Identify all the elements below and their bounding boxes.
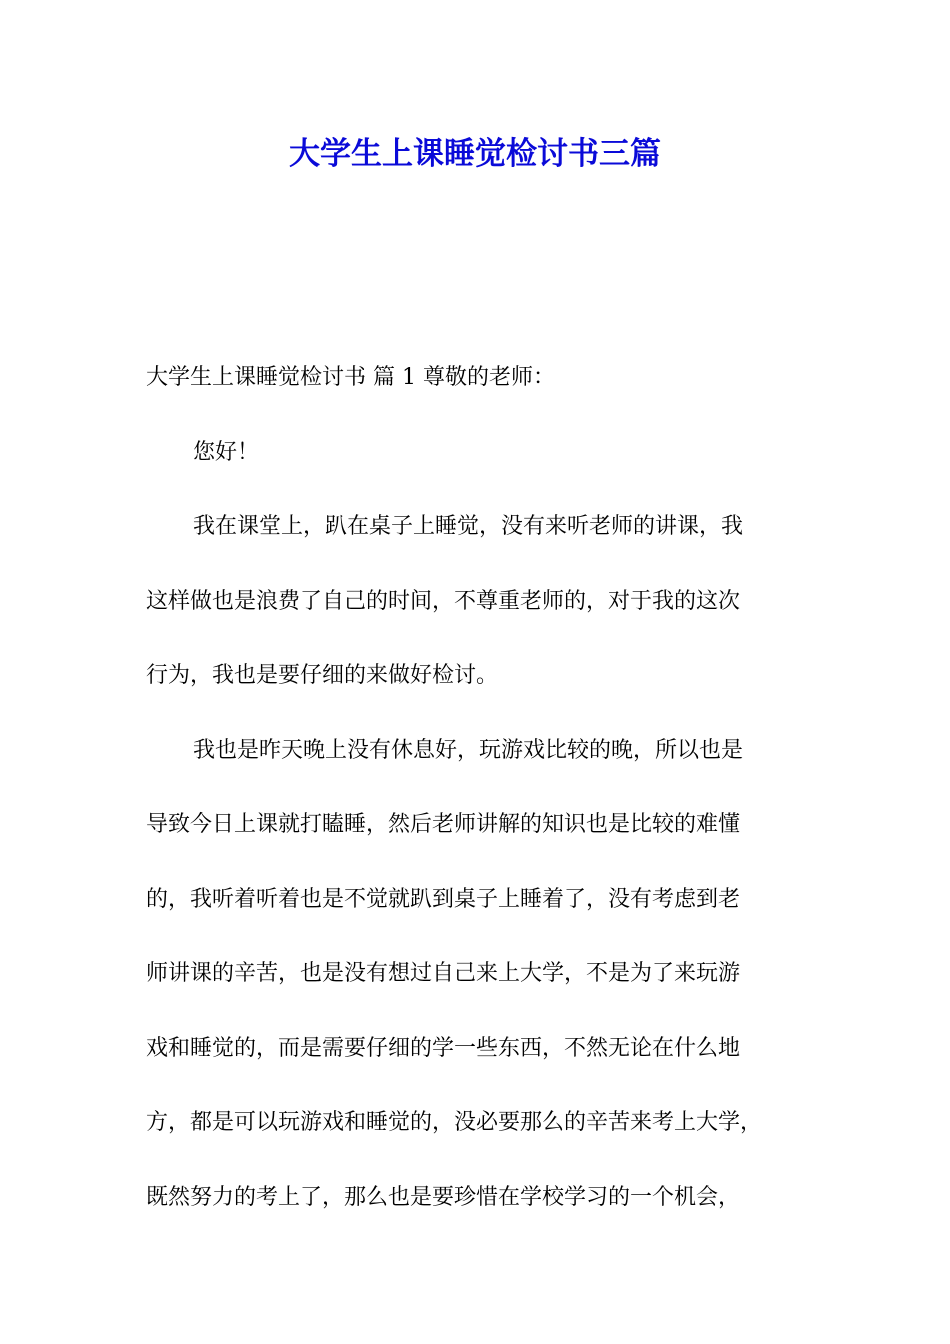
document-body — [146, 341, 826, 1235]
body-line-2: 您好！ — [193, 439, 260, 465]
body-line-12: 既然努力的考上了，那么也是要珍惜在学校学习的一个机会， — [146, 1184, 741, 1210]
body-line-7: 导致今日上课就打瞌睡，然后老师讲解的知识也是比较的难懂 — [146, 812, 741, 837]
body-line-5: 行为，我也是要仔细的来做好检讨。 — [146, 663, 499, 688]
body-line-9: 师讲课的辛苦，也是没有想过自己来上大学，不是为了来玩游 — [146, 961, 741, 986]
body-line-1: 大学生上课睡觉检讨书 篇 1 尊敬的老师： — [146, 365, 555, 390]
body-line-10: 戏和睡觉的，而是需要仔细的学一些东西，不然无论在什么地 — [146, 1035, 741, 1061]
body-line-4: 这样做也是浪费了自己的时间，不尊重老师的，对于我的这次 — [146, 588, 741, 614]
body-line-11: 方，都是可以玩游戏和睡觉的，没必要那么的辛苦来考上大学， — [146, 1110, 763, 1135]
body-line-3: 我在课堂上，趴在桌子上睡觉，没有来听老师的讲课，我 — [193, 514, 744, 539]
document-title: 大学生上课睡觉检讨书三篇 — [289, 136, 661, 172]
body-line-8: 的，我听着听着也是不觉就趴到桌子上睡着了，没有考虑到老 — [146, 886, 741, 912]
body-line-6: 我也是昨天晚上没有休息好，玩游戏比较的晚，所以也是 — [193, 737, 744, 763]
